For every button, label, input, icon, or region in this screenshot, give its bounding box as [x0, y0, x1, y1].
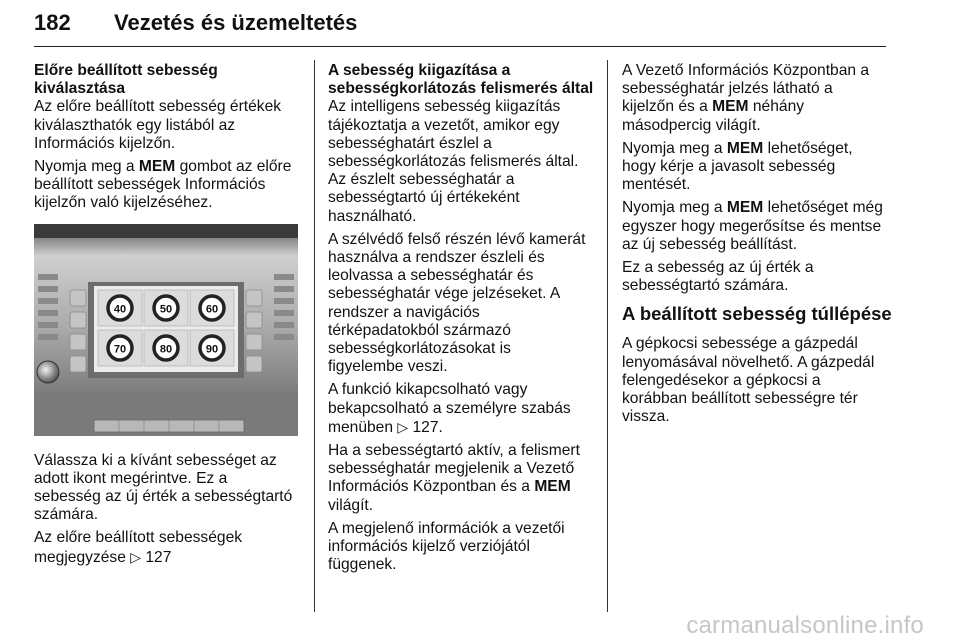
column-3: [622, 62, 894, 431]
infotainment-display-photo: [34, 224, 298, 436]
page-reference[interactable]: 127.: [412, 418, 443, 436]
speed-limit-icon: [200, 296, 224, 320]
page-title: Vezetés és üzemeltetés: [114, 10, 358, 35]
paragraph: Az előre beállított sebesség értékek kiválaszthatók egy listából az Információs kijelzőn.: [34, 98, 282, 152]
paragraph: Az intelligens sebesség kiigazítás tájékoztatja a vezetőt, amikor egy sebességhatárt észlel a sebességkorlátozás felismerés által. Az észlelt sebességhatár a sebességtartó új értékeként használható.: [328, 98, 579, 225]
section-heading: A beállított sebesség túllépése: [622, 303, 892, 325]
svg-text:70: 70: [113, 343, 127, 356]
paragraph: Nyomja meg a MEM lehetőséget még egyszer hogy megerősítse és mentse az új sebesség beállítást.: [622, 199, 883, 253]
svg-text:80: 80: [159, 343, 173, 356]
paragraph: Ez a sebesség az új érték a sebességtartó számára.: [622, 259, 814, 295]
svg-text:60: 60: [205, 303, 219, 316]
page-number: 182: [34, 10, 71, 35]
reference-arrow-icon: ▷: [397, 418, 409, 435]
paragraph: A szélvédő felső részén lévő kamerát használva a rendszer észleli és leolvassa a sebességhatár és sebességhatár vége jelzéseket. A rendszer a navigációs térképadatokból származó sebességkorlátozásokat is figyelembe veszi.: [328, 230, 586, 376]
speed-limit-icon: [108, 296, 132, 320]
paragraph: A Vezető Információs Központban a sebességhatár jelzés látható a kijelzőn és a MEM néhány másodpercig világít.: [622, 62, 870, 134]
speed-limit-icon: [108, 336, 132, 360]
page-header: [34, 4, 886, 47]
column-divider: [314, 60, 315, 612]
paragraph: Nyomja meg a MEM gombot az előre beállított sebességek Információs kijelzőn való kijelzéséhez.: [34, 158, 292, 212]
paragraph: Válassza ki a kívánt sebességet az adott ikont megérintve. Ez a sebesség az új érték a sebességtartó számára.: [34, 451, 293, 524]
page-reference[interactable]: 127: [145, 548, 172, 566]
watermark: carmanualsonline.info: [686, 612, 924, 639]
paragraph: A megjelenő információk a vezetői információs kijelző verziójától függenek.: [328, 519, 565, 574]
column-divider: [607, 60, 608, 612]
section-heading: Előre beállított sebesség kiválasztása: [34, 62, 218, 98]
svg-text:40: 40: [113, 303, 127, 316]
paragraph: Ha a sebességtartó aktív, a felismert sebességhatár megjelenik a Vezető Információs Központban és a MEM világít.: [328, 442, 580, 514]
speed-limit-icon: [200, 336, 224, 360]
column-2: [328, 62, 600, 579]
svg-text:90: 90: [205, 343, 219, 356]
paragraph: Nyomja meg a MEM lehetőséget, hogy kérje a javasolt sebesség mentését.: [622, 139, 853, 194]
paragraph: A funkció kikapcsolható vagy bekapcsolható a személyre szabás menüben ▷ 127.: [328, 381, 571, 436]
reference-arrow-icon: ▷: [130, 548, 142, 565]
paragraph: A gépkocsi sebessége a gázpedál lenyomásával növelhető. A gázpedál felengedésekor a gépkocsi a korábban beállított sebességre tér vissza.: [622, 335, 875, 426]
svg-text:50: 50: [159, 303, 173, 316]
speed-limit-icon: [154, 296, 178, 320]
section-heading: A sebesség kiigazítása a sebességkorlátozás felismerés által: [328, 62, 594, 98]
paragraph: Az előre beállított sebességek megjegyzése ▷ 127: [34, 529, 243, 566]
speed-limit-icon: [154, 336, 178, 360]
column-1: [34, 62, 306, 572]
